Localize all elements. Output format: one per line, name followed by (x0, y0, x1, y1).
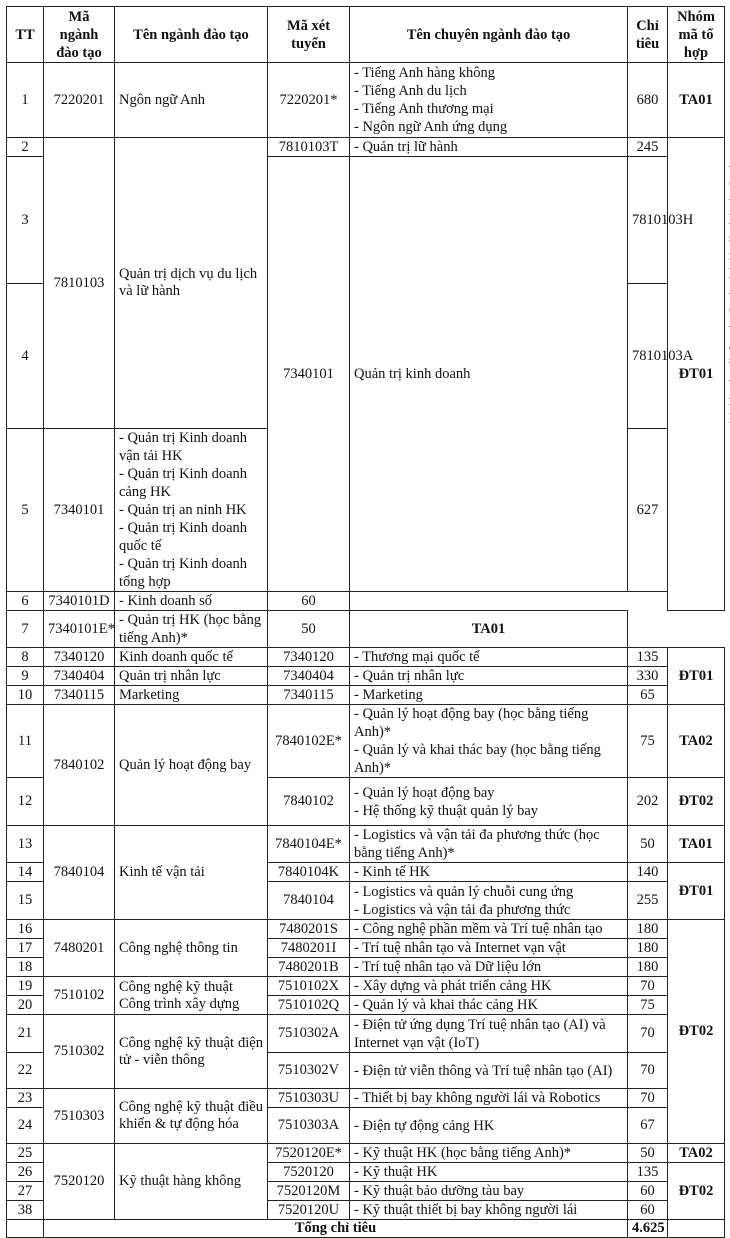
admission-code: 7510102Q (268, 996, 350, 1015)
specialization-item: - Kỹ thuật thiết bị bay không người lái (354, 1202, 578, 1218)
specialization-item: - Logistics và vận tải đa phương thức (354, 901, 571, 918)
total-empty-cell (7, 1220, 44, 1238)
admission-code: 7810103A (628, 284, 668, 429)
table-row (7, 1089, 725, 1108)
quota-value: 680 (628, 63, 668, 138)
quota-value: 75 (628, 996, 668, 1015)
specialization-item: - Quản lý hoạt động bay (học bằng tiếng Anh)* (354, 706, 589, 740)
quota-value: 135 (628, 1163, 668, 1182)
quota-value: 180 (628, 920, 668, 939)
table-body (7, 63, 725, 1238)
specialization-item: - Quản lý hoạt động bay (354, 784, 495, 801)
admission-code: 7340404 (268, 667, 350, 686)
quota-value: 70 (628, 977, 668, 996)
header-ma-nganh: Mã ngành đào tạo (44, 7, 115, 63)
specialization-list (350, 977, 628, 996)
row-tt: 1 (7, 63, 44, 138)
table-row (7, 648, 725, 667)
group-code: TA01 (668, 63, 725, 138)
quota-value: 255 (628, 882, 668, 920)
table-row (7, 977, 725, 996)
major-code: 7340115 (44, 686, 115, 705)
table-row (7, 667, 725, 686)
row-tt: 18 (7, 958, 44, 977)
specialization-item: - Kỹ thuật HK (học bằng tiếng Anh)* (354, 1145, 572, 1161)
table-row (7, 705, 725, 778)
admission-code: 7520120E* (268, 1144, 350, 1163)
specialization-list (350, 1015, 628, 1053)
specialization-list (350, 996, 628, 1015)
admission-code: 7520120M (268, 1182, 350, 1201)
row-tt: 16 (7, 920, 44, 939)
major-code: 7480201 (44, 920, 115, 977)
group-code: ĐT01 (668, 863, 725, 920)
major-code: 7510102 (44, 977, 115, 1015)
quota-value: 180 (628, 939, 668, 958)
header-ten-nganh: Tên ngành đào tạo (115, 7, 268, 63)
admission-code: 7340101 (44, 429, 115, 592)
table-row (7, 63, 725, 138)
table-row (7, 592, 725, 611)
table-row (7, 1144, 725, 1163)
major-code: 7340101 (268, 157, 350, 592)
major-name: Ngôn ngữ Anh (115, 63, 268, 138)
specialization-list (350, 1163, 628, 1182)
group-code: ĐT01 (668, 138, 725, 611)
quota-value: 70 (628, 1015, 668, 1053)
row-tt: 10 (7, 686, 44, 705)
specialization-item: - Công nghệ phần mềm và Trí tuệ nhân tạo (354, 921, 603, 937)
row-tt: 23 (7, 1089, 44, 1108)
quota-value: 60 (628, 1201, 668, 1220)
major-name: Quản trị kinh doanh (350, 157, 628, 592)
specialization-list (350, 648, 628, 667)
row-tt: 5 (7, 429, 44, 592)
specialization-item: - Quản trị Kinh doanh cảng HK (119, 466, 248, 500)
admission-code: 7220201* (268, 63, 350, 138)
header-chuyen-nganh: Tên chuyên ngành đào tạo (350, 7, 628, 63)
row-tt: 8 (7, 648, 44, 667)
admission-code: 7840102 (268, 778, 350, 826)
quota-value: 330 (628, 667, 668, 686)
row-tt: 6 (7, 592, 44, 611)
total-label: Tổng chỉ tiêu (44, 1220, 628, 1238)
major-code: 7840102 (44, 705, 115, 826)
row-tt: 24 (7, 1108, 44, 1144)
specialization-list (350, 863, 628, 882)
specialization-list (350, 1144, 628, 1163)
specialization-item: - Tiếng Anh du lịch (354, 83, 467, 99)
specialization-item: - Kinh doanh số (119, 593, 213, 609)
specialization-item: - Điện tử ứng dụng Trí tuệ nhân tạo (AI) và Internet vạn vật (IoT) (354, 1016, 606, 1051)
group-code: ĐT02 (668, 778, 725, 826)
row-tt: 26 (7, 1163, 44, 1182)
row-tt: 21 (7, 1015, 44, 1053)
total-row (7, 1220, 725, 1238)
major-name: Marketing (115, 686, 268, 705)
table-row (7, 1015, 725, 1053)
quota-value: 65 (628, 686, 668, 705)
specialization-list (115, 592, 268, 611)
specialization-item: - Trí tuệ nhân tạo và Dữ liệu lớn (354, 959, 542, 975)
admission-code: 7520120 (268, 1163, 350, 1182)
specialization-item: - Kỹ thuật HK (354, 1164, 438, 1180)
row-tt: 2 (7, 138, 44, 157)
quota-value: 70 (628, 1053, 668, 1089)
major-name: Kinh tế vận tải (115, 826, 268, 920)
specialization-list (350, 705, 628, 778)
admission-code: 7340101E* (44, 611, 115, 648)
group-code: TA02 (668, 705, 725, 778)
major-code: 7340404 (44, 667, 115, 686)
major-name: Quản trị nhân lực (115, 667, 268, 686)
specialization-list (350, 826, 628, 863)
admission-code: 7840104K (268, 863, 350, 882)
major-name: Quản trị dịch vụ du lịch và lữ hành (115, 138, 268, 429)
row-tt: 25 (7, 1144, 44, 1163)
specialization-item: - Hệ thống kỹ thuật quản lý bay (354, 802, 539, 819)
admissions-table (6, 6, 725, 1238)
admission-code: 7510303U (268, 1089, 350, 1108)
admission-code: 7510303A (268, 1108, 350, 1144)
major-code: 7520120 (44, 1144, 115, 1220)
specialization-list (350, 686, 628, 705)
admission-code: 7340101D (44, 592, 115, 611)
header-ma-xet-tuyen: Mã xét tuyển (268, 7, 350, 63)
specialization-list (350, 63, 628, 138)
major-name: Công nghệ thông tin (115, 920, 268, 977)
specialization-list (350, 939, 628, 958)
major-name: Công nghệ kỹ thuật điện tử - viễn thông (115, 1015, 268, 1089)
row-tt: 17 (7, 939, 44, 958)
major-name: Kỹ thuật hàng không (115, 1144, 268, 1220)
specialization-item: - Điện tử viễn thông và Trí tuệ nhân tạo (AI) (354, 1062, 613, 1079)
specialization-list (350, 778, 628, 826)
total-empty-cell (668, 1220, 725, 1238)
specialization-list (350, 920, 628, 939)
specialization-list (350, 1182, 628, 1201)
major-code: 7810103 (44, 138, 115, 429)
specialization-list (350, 1089, 628, 1108)
specialization-item: - Quản trị nhân lực (354, 668, 465, 684)
row-tt: 22 (7, 1053, 44, 1089)
major-name: Công nghệ kỹ thuật Công trình xây dựng (115, 977, 268, 1015)
major-code: 7340120 (44, 648, 115, 667)
specialization-list (350, 882, 628, 920)
specialization-item: - Kinh tế HK (354, 864, 431, 880)
admission-code: 7840102E* (268, 705, 350, 778)
quota-value: 245 (628, 138, 668, 157)
header-nhom-to-hop: Nhóm mã tổ hợp (668, 7, 725, 63)
specialization-item: - Logistics và quản lý chuỗi cung ứng (354, 883, 574, 900)
total-value: 4.625 (628, 1220, 668, 1238)
admission-code: 7340120 (268, 648, 350, 667)
row-tt: 7 (7, 611, 44, 648)
major-name: Kinh doanh quốc tế (115, 648, 268, 667)
row-tt: 9 (7, 667, 44, 686)
admission-code: 7510302V (268, 1053, 350, 1089)
specialization-item: - Điện tự động cảng HK (354, 1117, 495, 1134)
admission-code: 7510302A (268, 1015, 350, 1053)
row-tt: 15 (7, 882, 44, 920)
admission-code: 7510102X (268, 977, 350, 996)
admission-code: 7840104 (268, 882, 350, 920)
table-row (7, 920, 725, 939)
specialization-item: - Kỹ thuật bảo dưỡng tàu bay (354, 1183, 525, 1199)
quota-value: 75 (628, 705, 668, 778)
header-tt: TT (7, 7, 44, 63)
specialization-item: - Quản lý và khai thác bay (học bằng tiếng Anh)* (354, 742, 601, 776)
table-row (7, 826, 725, 863)
admission-code: 7480201B (268, 958, 350, 977)
group-code: ĐT01 (668, 648, 725, 705)
specialization-item: - Logistics và vận tải đa phương thức (học bằng tiếng Anh)* (354, 827, 600, 861)
specialization-item: - Xây dựng và phát triển cảng HK (354, 978, 552, 994)
quota-value: 140 (628, 863, 668, 882)
specialization-item: - Ngôn ngữ Anh ứng dụng (354, 119, 508, 135)
row-tt: 14 (7, 863, 44, 882)
specialization-list (350, 138, 628, 157)
admission-code: 7810103T (268, 138, 350, 157)
admission-code: 7480201S (268, 920, 350, 939)
specialization-list (350, 1108, 628, 1144)
quota-value: 627 (628, 429, 668, 592)
header-row (7, 7, 725, 63)
admission-code: 7340115 (268, 686, 350, 705)
major-code: 7510303 (44, 1089, 115, 1144)
row-tt: 3 (7, 157, 44, 284)
quota-value: 50 (268, 611, 350, 648)
specialization-list (350, 1053, 628, 1089)
table-row (7, 138, 725, 157)
specialization-item: - Thương mại quốc tế (354, 649, 480, 665)
specialization-list (115, 429, 268, 592)
group-code: ĐT02 (668, 920, 725, 1144)
admission-code: 7840104E* (268, 826, 350, 863)
quota-value: 60 (628, 1182, 668, 1201)
quota-value: 60 (268, 592, 350, 611)
specialization-item: - Quản trị HK (học bằng tiếng Anh)* (119, 612, 262, 646)
specialization-list (350, 667, 628, 686)
major-code: 7220201 (44, 63, 115, 138)
quota-value: 180 (628, 958, 668, 977)
specialization-item: - Marketing (354, 687, 423, 703)
quota-value: 67 (628, 1108, 668, 1144)
group-code: TA01 (350, 611, 628, 648)
specialization-item: - Quản trị Kinh doanh quốc tế (119, 520, 248, 554)
specialization-item: - Quản trị Kinh doanh tổng hợp (119, 556, 248, 590)
specialization-item: - Tiếng Anh hàng không (354, 65, 495, 81)
quota-value: 202 (628, 778, 668, 826)
table-row (7, 686, 725, 705)
group-code: ĐT02 (668, 1163, 725, 1220)
admission-code: 7520120U (268, 1201, 350, 1220)
group-code: TA01 (668, 826, 725, 863)
specialization-item: - Quản lý và khai thác cảng HK (354, 997, 539, 1013)
header-chi-tieu: Chỉ tiêu (628, 7, 668, 63)
major-name: Công nghệ kỹ thuật điều khiển & tự động hóa (115, 1089, 268, 1144)
specialization-item: - Quản trị Kinh doanh vận tải HK (119, 430, 248, 464)
group-code: TA02 (668, 1144, 725, 1163)
quota-value: 50 (628, 826, 668, 863)
row-tt: 13 (7, 826, 44, 863)
specialization-list (115, 611, 268, 648)
row-tt: 20 (7, 996, 44, 1015)
admission-code: 7810103H (628, 157, 668, 284)
major-name: Quản lý hoạt động bay (115, 705, 268, 826)
specialization-item: - Trí tuệ nhân tạo và Internet vạn vật (354, 940, 566, 956)
row-tt: 12 (7, 778, 44, 826)
table-row (7, 611, 725, 648)
quota-value: 50 (628, 1144, 668, 1163)
major-code: 7840104 (44, 826, 115, 920)
specialization-item: - Thiết bị bay không người lái và Robotics (354, 1090, 601, 1106)
major-code: 7510302 (44, 1015, 115, 1089)
specialization-item: - Tiếng Anh thương mại (354, 101, 494, 117)
admission-code: 7480201I (268, 939, 350, 958)
specialization-item: - Quản trị lữ hành (354, 139, 458, 155)
row-tt: 4 (7, 284, 44, 429)
specialization-item: - Quản trị an ninh HK (119, 502, 247, 518)
quota-value: 135 (628, 648, 668, 667)
quota-value: 70 (628, 1089, 668, 1108)
specialization-list (350, 958, 628, 977)
specialization-list (350, 1201, 628, 1220)
row-tt: 11 (7, 705, 44, 778)
row-tt: 27 (7, 1182, 44, 1201)
row-tt: 38 (7, 1201, 44, 1220)
row-tt: 19 (7, 977, 44, 996)
